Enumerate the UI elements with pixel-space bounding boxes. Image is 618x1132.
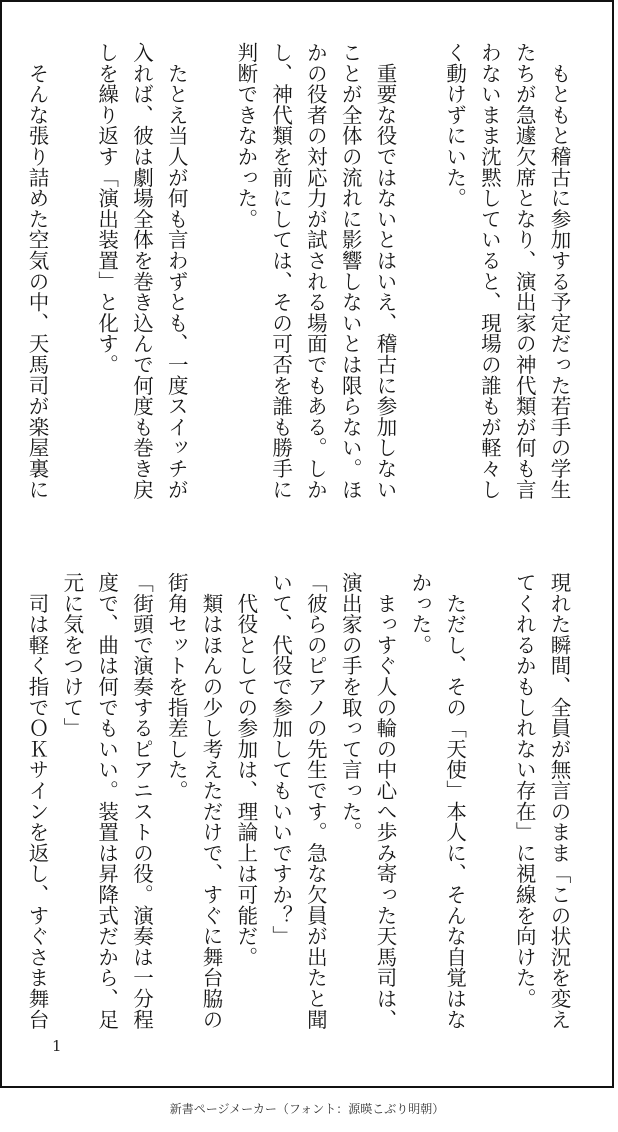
text-line: そんな張り詰めた空気の中、天馬司が楽屋裏に — [25, 42, 50, 500]
text-line: もともと稽古に参加する予定だった若手の学生 — [547, 42, 571, 500]
text-line: し、神代類を前にしては、その可否を誰も勝手に — [268, 42, 293, 500]
text-line: いて、代役で参加してもいいですか？」 — [268, 572, 293, 947]
text-line: 「彼らのピアノの先生です。急な欠員が出たと聞 — [303, 572, 328, 1030]
text-line: わないまま沈黙していると、現場の誰もが軽々し — [477, 42, 502, 500]
text-line: 司は軽く指でＯＫサインを返し、すぐさま舞台 — [25, 572, 50, 1030]
text-line-blank — [472, 572, 507, 1034]
text-line: 重要な役ではないとはいえ、稽古に参加しない — [373, 42, 398, 500]
text-line: ただし、その「天使」本人に、そんな自覚はな — [442, 572, 467, 1030]
lower-text-tier — [16, 572, 576, 1034]
text-line: 度で、曲は何でもいい。装置は昇降式だから、足 — [94, 572, 119, 1030]
upper-text-tier — [16, 42, 576, 504]
text-line-blank — [54, 42, 89, 504]
text-line-blank — [402, 42, 437, 504]
text-line: てくれるかもしれない存在」に視線を向けた。 — [512, 572, 537, 1009]
text-line-blank — [193, 42, 228, 504]
text-line: 街角セットを指差した。 — [164, 572, 189, 801]
text-line: 入れば、彼は劇場全体を巻き込んで何度も巻き戻 — [129, 42, 154, 500]
text-line: 元に気をつけて」 — [59, 572, 84, 739]
text-line: ことが全体の流れに影響しないとは限らない。ほ — [338, 42, 363, 500]
text-line: く動けずにいた。 — [442, 42, 467, 209]
text-line: 現れた瞬間、全員が無言のまま「この状況を変え — [547, 572, 571, 1030]
text-line: たとえ当人が何も言わずとも、一度スイッチが — [164, 42, 189, 500]
text-line: しを繰り返す「演出装置」と化す。 — [94, 42, 119, 375]
text-line: かの役者の対応力が試される場面でもある。しか — [303, 42, 328, 500]
text-line: たちが急遽欠席となり、演出家の神代類が何も言 — [512, 42, 537, 500]
text-line: 演出家の手を取って言った。 — [338, 572, 363, 843]
text-line: 判断できなかった。 — [233, 42, 258, 230]
text-line: まっすぐ人の輪の中心へ歩み寄った天馬司は、 — [373, 572, 398, 1030]
text-line: 類はほんの少し考えただけで、すぐに舞台脇の — [199, 572, 224, 1030]
text-line: 代役としての参加は、理論上は可能だ。 — [233, 572, 258, 968]
text-line: かった。 — [407, 572, 432, 656]
page-number: 1 — [52, 1037, 62, 1055]
footer-credit: 新書ページメーカー（フォント：源暎こぶり明朝） — [169, 1102, 445, 1116]
text-line: 「街頭で演奏するピアニストの役。演奏は一分程 — [129, 572, 154, 1030]
